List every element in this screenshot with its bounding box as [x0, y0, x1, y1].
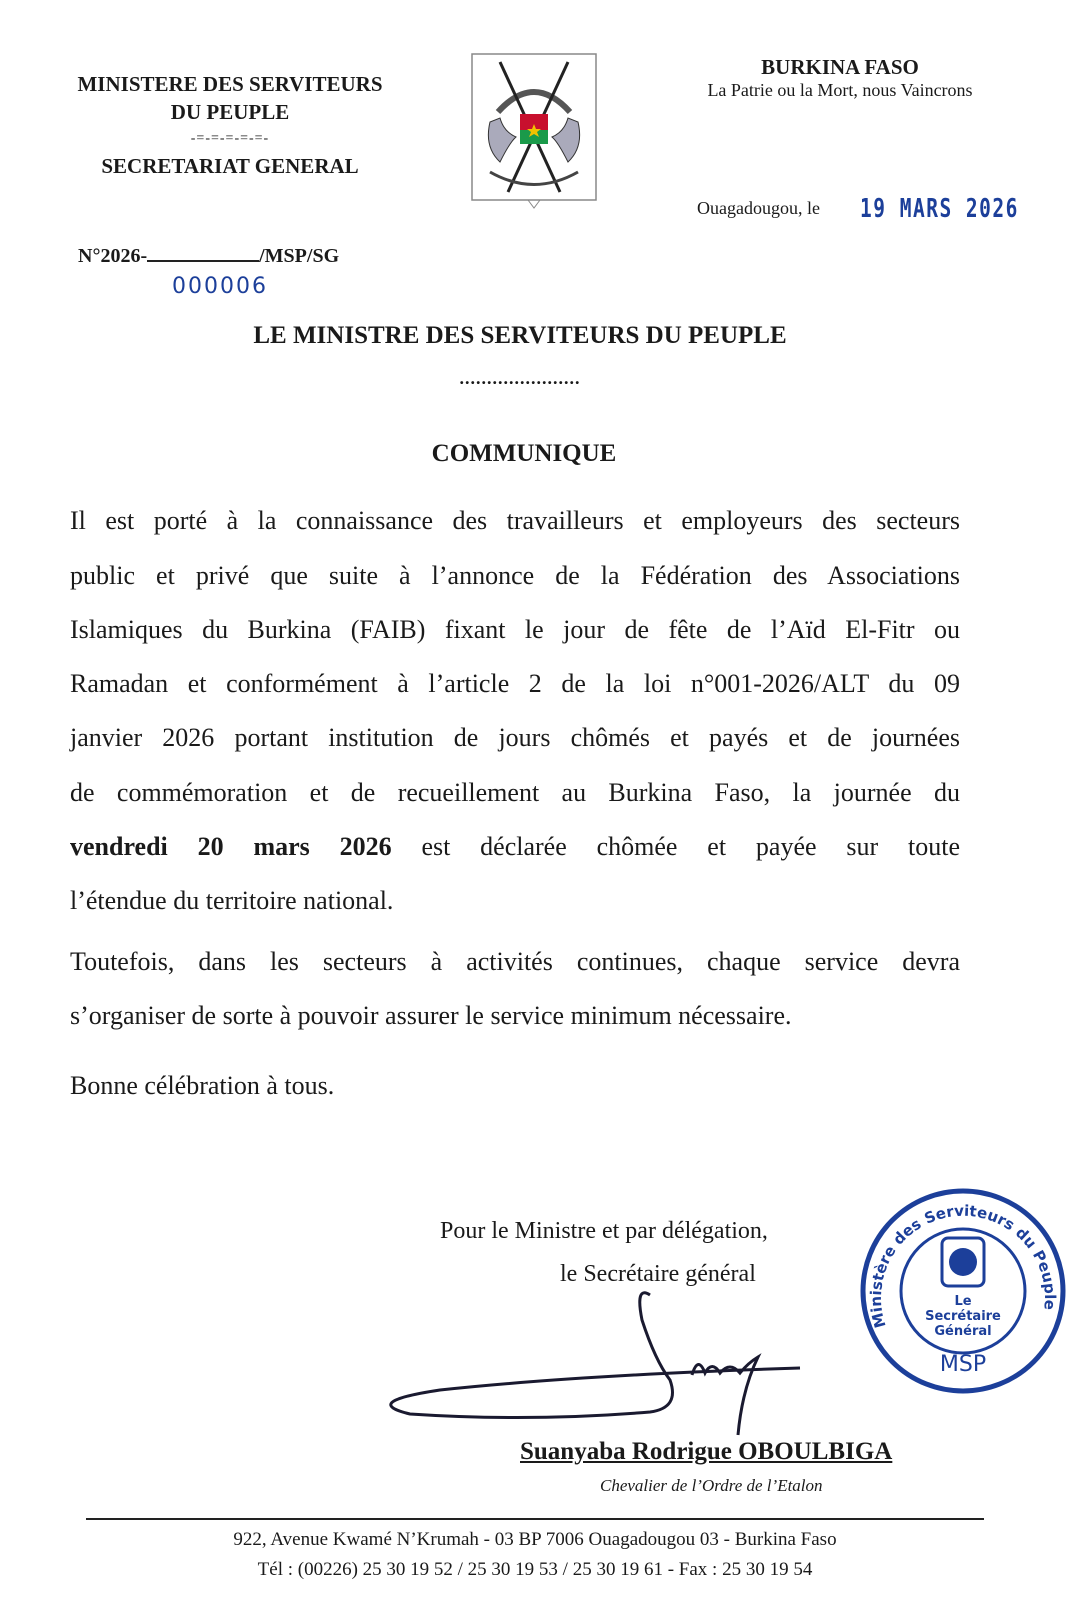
body-line: Islamiques du Burkina (FAIB) fixant le jour de fête de l’Aïd El-Fitr ou: [70, 615, 960, 644]
separator: -=-=-=-=-=-: [190, 131, 270, 146]
ref-suffix: /MSP/SG: [259, 245, 340, 267]
body-line: janvier 2026 portant institution de jours chômés et payés et de journées: [70, 723, 960, 752]
body-line: s’organiser de sorte à pouvoir assurer le service minimum nécessaire.: [70, 1001, 792, 1030]
signature-delegation: Pour le Ministre et par délégation,: [440, 1218, 768, 1244]
secretariat: SECRETARIAT GENERAL: [101, 154, 359, 178]
body-line: [70, 831, 960, 863]
body-text: est déclarée chômée et payée sur toute: [391, 832, 960, 861]
signatory-name: Suanyaba Rodrigue OBOULBIGA: [520, 1438, 893, 1465]
body-line: public et privé que suite à l’annonce de la Fédération des Associations: [70, 561, 960, 590]
body-line: de commémoration et de recueillement au Burkina Faso, la journée du: [70, 778, 960, 807]
ministry-header: [60, 70, 400, 180]
authority-title: LE MINISTRE DES SERVITEURS DU PEUPLE: [253, 322, 787, 349]
official-seal: [858, 1186, 1068, 1396]
document-title: COMMUNIQUE: [431, 440, 617, 467]
body-line: Ramadan et conformément à l’article 2 de la loi n°001-2026/ALT du 09: [70, 669, 960, 698]
national-motto: La Patrie ou la Mort, nous Vaincrons: [707, 80, 973, 100]
place-label: Ouagadougou, le: [697, 198, 820, 218]
ref-blank: [147, 246, 259, 262]
footer-divider: [86, 1518, 984, 1520]
closing-line: Bonne célébration à tous.: [70, 1071, 335, 1100]
seal-ring-text: Ministère des Serviteurs du Peuple: [866, 1201, 1060, 1330]
footer-address: 922, Avenue Kwamé N’Krumah - 03 BP 7006 Ouagadougou 03 - Burkina Faso: [233, 1529, 837, 1550]
country-name: BURKINA FASO: [761, 55, 919, 79]
holiday-date: vendredi 20 mars 2026: [70, 832, 392, 861]
country-header: [680, 55, 1000, 101]
signatory-distinction: Chevalier de l’Ordre de l’Etalon: [600, 1476, 823, 1495]
ref-handwritten-number: 000006: [172, 274, 268, 299]
seal-bottom-text: MSP: [939, 1352, 987, 1377]
ministry-name-line2: DU PEUPLE: [170, 100, 290, 124]
handwritten-signature: [380, 1290, 850, 1440]
coat-of-arms-icon: [470, 52, 598, 212]
seal-center-text: Le Secrétaire Général: [925, 1294, 1001, 1339]
dotted-separator: ......................: [459, 368, 581, 388]
ref-prefix: N°2026-: [78, 245, 148, 267]
ministry-name-line1: MINISTERE DES SERVITEURS: [77, 72, 383, 96]
body-line: Toutefois, dans les secteurs à activités continues, chaque service devra: [70, 947, 960, 976]
date-stamp: 19 MARS 2026: [860, 194, 1019, 224]
signature-role: le Secrétaire général: [560, 1261, 756, 1287]
body-line: Il est porté à la connaissance des travailleurs et employeurs des secteurs: [70, 506, 960, 535]
body-line: l’étendue du territoire national.: [70, 886, 394, 915]
reference-number: [78, 244, 339, 268]
footer-contacts: Tél : (00226) 25 30 19 52 / 25 30 19 53 / 25 30 19 61 - Fax : 25 30 19 54: [257, 1559, 813, 1580]
